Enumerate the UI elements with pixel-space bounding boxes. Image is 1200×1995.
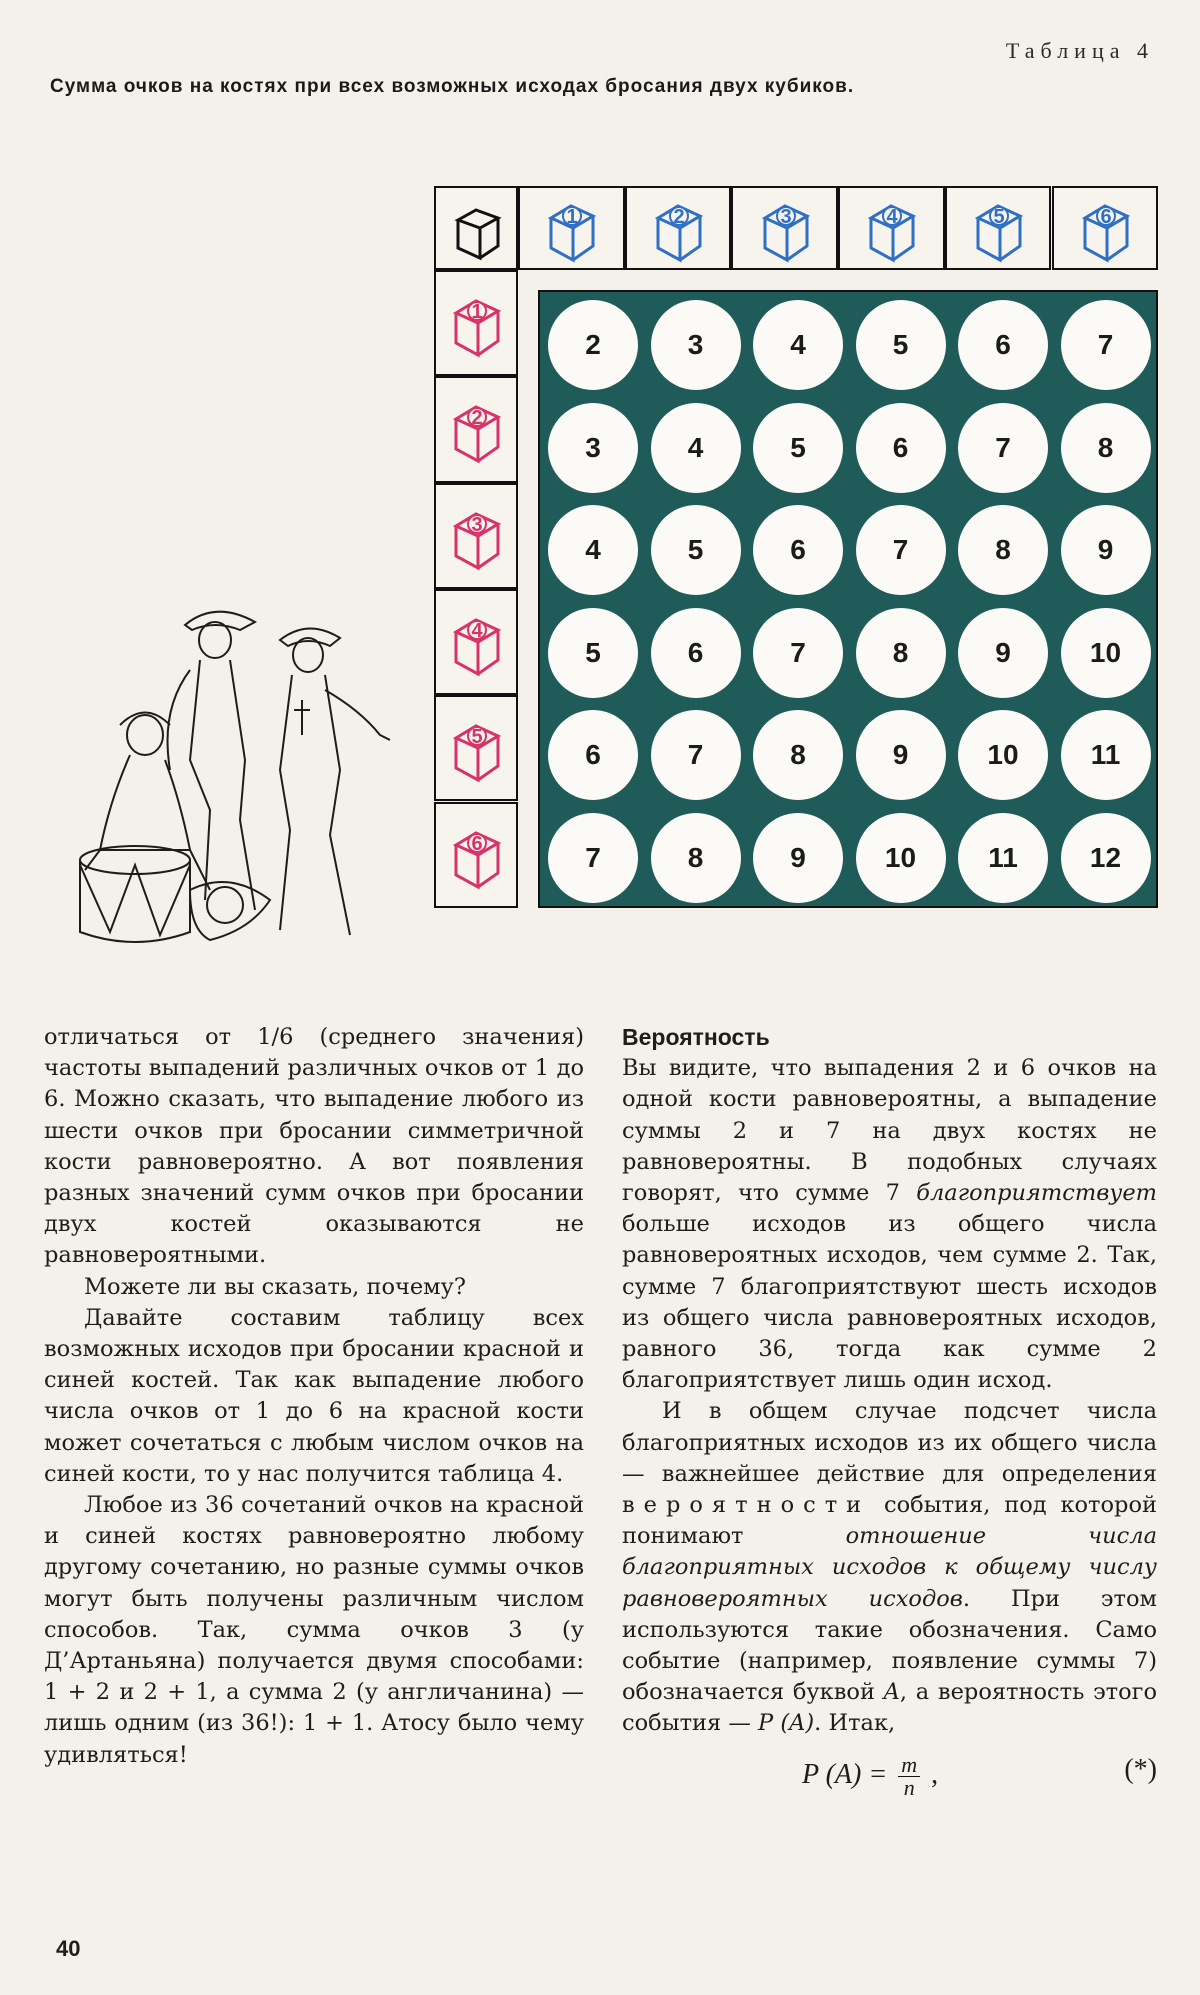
red-die-icon <box>436 815 516 895</box>
sum-cell: 5 <box>856 300 946 390</box>
column-header-die <box>625 186 732 270</box>
row-header-die <box>434 589 518 695</box>
fraction <box>898 1751 920 1800</box>
paragraph: Давайте составим таблицу всех возможных исходов при бросании красной и синей костей. Так как выпадение любого числа очков от 1 до 6 на красной кости может сочетаться с любым числом очков на синей кости, то у нас получится таблица 4. <box>44 1304 584 1487</box>
sum-cell: 6 <box>651 608 741 698</box>
formula-tail: , <box>931 1758 939 1790</box>
sum-cell: 6 <box>753 505 843 595</box>
sum-cell: 2 <box>548 300 638 390</box>
paragraph: Можете ли вы сказать, почему? <box>84 1273 466 1300</box>
probability-formula <box>622 1746 1157 1800</box>
musketeers-illustration <box>40 560 440 960</box>
blue-die-icon <box>531 188 611 268</box>
sum-cell: 6 <box>958 300 1048 390</box>
sum-cell: 9 <box>958 608 1048 698</box>
text-run: события, под которой понимают <box>622 1492 1157 1550</box>
row-header-die <box>434 483 518 589</box>
sum-cell: 8 <box>651 813 741 903</box>
text-run: больше исходов из общего числа равновероятных исходов, чем сумме 2. Так, сумме 7 благоприятствуют шесть исходов из общего числа равновероятных исходов, равного 36, тогда как сумме 2 благоприятствует лишь один исход. <box>622 1211 1157 1394</box>
table-caption: Сумма очков на костях при всех возможных исходах бросания двух кубиков. <box>50 76 855 97</box>
text-run: . Итак, <box>814 1710 896 1737</box>
sum-cell: 4 <box>651 403 741 493</box>
corner-cell <box>434 186 518 270</box>
column-header-die <box>1052 186 1159 270</box>
emphasis: благоприятствует <box>916 1180 1157 1207</box>
formula-lhs: P (A) = <box>802 1758 888 1790</box>
table-label: Таблица 4 <box>1005 38 1154 63</box>
sum-cell: 3 <box>651 300 741 390</box>
sum-cell: 8 <box>856 608 946 698</box>
red-die-icon <box>436 283 516 363</box>
sum-cell: 7 <box>856 505 946 595</box>
blue-die-icon <box>958 188 1038 268</box>
cube-icon <box>436 188 516 268</box>
blue-die-icon <box>745 188 825 268</box>
right-text-column <box>622 1022 1158 1800</box>
text-run: , а вероятность этого события — <box>622 1679 1157 1737</box>
column-header-die <box>518 186 625 270</box>
sum-cell: 10 <box>856 813 946 903</box>
section-heading: Вероятность <box>622 1024 770 1050</box>
blue-die-icon <box>638 188 718 268</box>
die-number: 3 <box>780 206 792 228</box>
sum-cell: 10 <box>1061 608 1151 698</box>
die-number: 1 <box>566 206 578 228</box>
formula-marker: (*) <box>1124 1753 1157 1785</box>
dice-sum-table <box>434 186 1158 908</box>
sum-cell: 6 <box>548 710 638 800</box>
sum-board <box>538 290 1158 908</box>
die-number: 2 <box>471 407 483 430</box>
sum-cell: 11 <box>958 813 1048 903</box>
text-run: Вы видите, что выпадения 2 и 6 очков на одной кости равновероятны, а выпадение суммы 2 и 7 на двух костях не равновероятны. В подобных случаях говорят, что сумме 7 <box>622 1055 1157 1207</box>
red-die-icon <box>436 496 516 576</box>
sum-cell: 12 <box>1061 813 1151 903</box>
paragraph: отличаться от 1/6 (среднего значения) частоты выпадений различных очков от 1 до 6. Можно сказать, что выпадение любого из шести очков при бросании симметричной кости равновероятно. А вот появления разных значений сумм очков при бросании двух костей оказываются не равновероятными. <box>44 1024 584 1269</box>
sum-cell: 7 <box>548 813 638 903</box>
sum-cell: 5 <box>548 608 638 698</box>
sum-cell: 5 <box>651 505 741 595</box>
spaced-term: вероятности <box>622 1492 871 1519</box>
die-number: 1 <box>471 301 483 324</box>
paragraph: Любое из 36 сочетаний очков на красной и синей костях равновероятно любому другому сочетанию, но разные суммы очков могут быть получены различным числом способов. Так, сумма очков 3 (у Д’Артаньяна) получается двумя способами: 1 + 2 и 2 + 1, а сумма 2 (у англичанина) — лишь одним (из 36!): 1 + 1. Атосу было чему удивляться! <box>44 1492 584 1768</box>
die-number: 2 <box>673 206 685 228</box>
paragraph <box>622 1396 1157 1739</box>
sum-cell: 8 <box>958 505 1048 595</box>
row-header-die <box>434 376 518 482</box>
sum-cell: 9 <box>753 813 843 903</box>
die-number: 5 <box>471 726 483 749</box>
sum-cell: 11 <box>1061 710 1151 800</box>
sum-cell: 3 <box>548 403 638 493</box>
paragraph <box>622 1053 1157 1396</box>
sum-cell: 4 <box>753 300 843 390</box>
variable: A <box>883 1679 900 1706</box>
die-number: 5 <box>993 206 1005 228</box>
red-die-icon <box>436 708 516 788</box>
die-number: 6 <box>1100 206 1112 228</box>
sum-cell: 6 <box>856 403 946 493</box>
row-header-die <box>434 695 518 801</box>
sum-cell: 5 <box>753 403 843 493</box>
text-run: И в общем случае подсчет числа благоприятных исходов из их общего числа — важнейшее действие для определения <box>622 1398 1157 1487</box>
sum-cell: 10 <box>958 710 1048 800</box>
variable: P (A) <box>758 1710 815 1737</box>
denominator: n <box>903 1774 915 1800</box>
emphasis: отношение числа благоприятных исходов к общему числу равновероятных исходов <box>622 1523 1157 1612</box>
text-run: . При этом используются такие обозначения. Само событие (например, появление суммы 7) обозначается буквой <box>622 1585 1158 1706</box>
red-die-icon <box>436 602 516 682</box>
die-number: 6 <box>471 832 483 855</box>
sum-cell: 4 <box>548 505 638 595</box>
blue-die-icon <box>1065 188 1145 268</box>
sum-cell: 7 <box>651 710 741 800</box>
sum-cell: 8 <box>753 710 843 800</box>
die-number: 4 <box>886 206 898 228</box>
page-number: 40 <box>56 1936 81 1961</box>
sum-cell: 7 <box>1061 300 1151 390</box>
sum-cell: 7 <box>958 403 1048 493</box>
die-number: 4 <box>471 620 483 643</box>
column-header-die <box>731 186 838 270</box>
red-die-icon <box>436 389 516 469</box>
left-text-column <box>44 1022 584 1771</box>
sum-cell: 9 <box>1061 505 1151 595</box>
blue-die-icon <box>851 188 931 268</box>
numerator: m <box>898 1754 920 1777</box>
sum-cell: 7 <box>753 608 843 698</box>
row-header-die <box>434 802 518 908</box>
row-header-die <box>434 270 518 376</box>
die-number: 3 <box>471 513 483 536</box>
column-header-die <box>945 186 1052 270</box>
sum-cell: 8 <box>1061 403 1151 493</box>
sum-cell: 9 <box>856 710 946 800</box>
column-header-die <box>838 186 945 270</box>
